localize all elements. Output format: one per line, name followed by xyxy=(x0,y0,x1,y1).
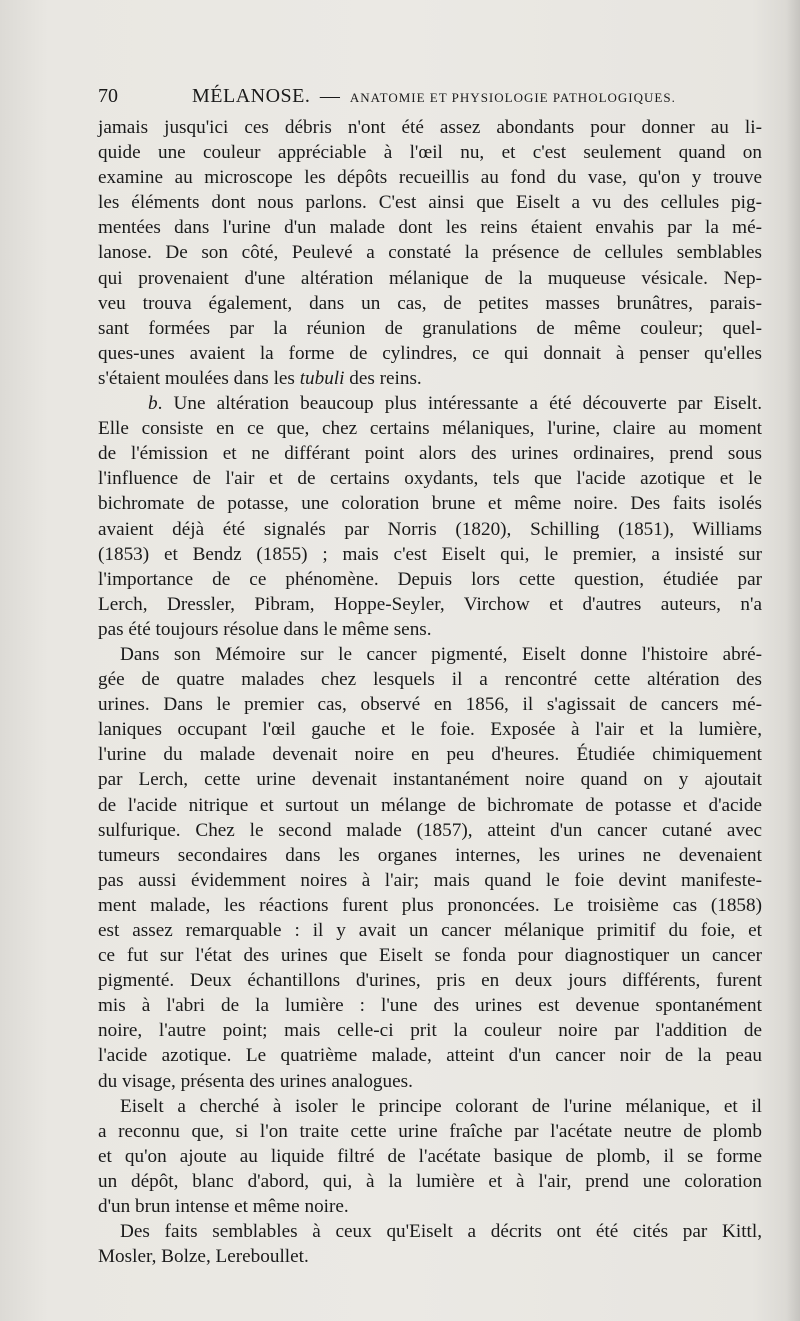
text-line: mentées dans l'urine d'un malade dont les reins étaient envahis par la mé- xyxy=(98,217,762,239)
text-line: sant formées par la réunion de granulations de même couleur; quel- xyxy=(98,317,762,339)
text-line: quide une couleur appréciable à l'œil nu, et c'est seulement quand on xyxy=(98,142,762,164)
text-line: Elle consiste en ce que, chez certains mélaniques, l'urine, claire au moment xyxy=(98,418,762,440)
text-line: a reconnu que, si l'on traite cette urine fraîche par l'acétate neutre de plomb xyxy=(98,1120,762,1142)
header-subtitle: ANATOMIE ET PHYSIOLOGIE PATHOLOGIQUES. xyxy=(349,90,676,105)
text-line: ques-unes avaient la forme de cylindres, ce qui donnait à penser qu'elles xyxy=(98,342,762,364)
header-dash: — xyxy=(319,85,341,107)
page-edge-shadow xyxy=(786,0,800,1321)
text-line: laniques occupant l'œil gauche et le foie. Exposée à l'air et la lumière, xyxy=(98,719,762,741)
text-line: gée de quatre malades chez lesquels il a rencontré cette altération des xyxy=(98,669,762,691)
text-line: l'acide azotique. Le quatrième malade, atteint d'un cancer noir de la peau xyxy=(98,1045,762,1067)
text-line: bichromate de potasse, une coloration brune et même noire. Des faits isolés xyxy=(98,493,762,515)
text-line: est assez remarquable : il y avait un cancer mélanique primitif du foie, et xyxy=(98,920,762,941)
text-line: de l'émission et ne différant point alors des urines ordinaires, prend sous xyxy=(98,443,762,465)
text-line: l'importance de ce phénomène. Depuis lors cette question, étudiée par xyxy=(98,568,762,590)
text-line: s'étaient moulées dans les tubuli des reins. xyxy=(98,367,422,389)
text-line: l'influence de l'air et de certains oxydants, tels que l'acide azotique et le xyxy=(98,468,762,490)
page-number: 70 xyxy=(98,85,118,107)
text-line: ce fut sur l'état des urines que Eiselt se fonda pour diagnostiquer un cancer xyxy=(98,945,762,967)
text-line: de l'acide nitrique et surtout un mélange de bichromate de potasse et d'acide xyxy=(98,794,762,816)
text-line: Dans son Mémoire sur le cancer pigmenté, Eiselt donne l'histoire abré- xyxy=(120,643,762,665)
text-line: Des faits semblables à ceux qu'Eiselt a décrits ont été cités par Kittl, xyxy=(120,1221,762,1243)
text-line: qui provenaient d'une altération mélanique de la muqueuse vésicale. Nep- xyxy=(98,267,762,289)
text-line: Mosler, Bolze, Lereboullet. xyxy=(98,1246,309,1268)
text-line: du visage, présenta des urines analogues. xyxy=(98,1070,413,1092)
text-line: l'urine du malade devenait noire en peu d'heures. Étudiée chimiquement xyxy=(98,744,762,766)
text-line: mis à l'abri de la lumière : l'une des urines est devenue spontanément xyxy=(98,995,762,1017)
text-line: noire, l'autre point; mais celle-ci prit la couleur noire par l'addition de xyxy=(98,1020,762,1042)
text-line: lanose. De son côté, Peulevé a constaté la présence de cellules semblables xyxy=(98,242,762,264)
text-line: jamais jusqu'ici ces débris n'ont été assez abondants pour donner au li- xyxy=(98,117,762,138)
text-line: Eiselt a cherché à isoler le principe colorant de l'urine mélanique, et il xyxy=(120,1095,762,1117)
running-title xyxy=(192,83,676,111)
text-line: sulfurique. Chez le second malade (1857), atteint d'un cancer cutané avec xyxy=(98,819,762,841)
running-header xyxy=(98,83,770,109)
text-line: examine au microscope les dépôts recueillis au fond du vase, qu'on y trouve xyxy=(98,167,762,189)
text-line: pas aussi évidemment noires à l'air; mais quand le foie devint manifeste- xyxy=(98,869,762,891)
text-line: les éléments dont nous parlons. C'est ainsi que Eiselt a vu des cellules pig- xyxy=(98,192,762,214)
text-line: b. Une altération beaucoup plus intéressante a été découverte par Eiselt. xyxy=(148,393,762,415)
text-line: urines. Dans le premier cas, observé en 1856, il s'agissait de cancers mé- xyxy=(98,694,762,716)
body-text xyxy=(98,115,762,1269)
text-line: veu trouva également, dans un cas, de petites masses brunâtres, parais- xyxy=(98,292,762,314)
text-line: pigmenté. Deux échantillons d'urines, pris en deux jours différents, furent xyxy=(98,970,762,992)
text-line: Lerch, Dressler, Pibram, Hoppe-Seyler, Virchow et d'autres auteurs, n'a xyxy=(98,593,762,615)
text-line: (1853) et Bendz (1855) ; mais c'est Eiselt qui, le premier, a insisté sur xyxy=(98,543,762,565)
text-line: ment malade, les réactions furent plus prononcées. Le troisième cas (1858) xyxy=(98,894,762,916)
text-line: par Lerch, cette urine devenait instantanément noire quand on y ajoutait xyxy=(98,769,762,791)
header-title: MÉLANOSE. xyxy=(192,85,311,107)
text-line: d'un brun intense et même noire. xyxy=(98,1196,349,1218)
text-line: avaient déjà été signalés par Norris (1820), Schilling (1851), Williams xyxy=(98,518,762,540)
text-line: et qu'on ajoute au liquide filtré de l'acétate basique de plomb, il se forme xyxy=(98,1145,762,1167)
text-line: un dépôt, blanc d'abord, qui, à la lumière et à l'air, prend une coloration xyxy=(98,1170,762,1192)
text-line: pas été toujours résolue dans le même sens. xyxy=(98,618,432,640)
text-line: tumeurs secondaires dans les organes internes, les urines ne devenaient xyxy=(98,844,762,866)
